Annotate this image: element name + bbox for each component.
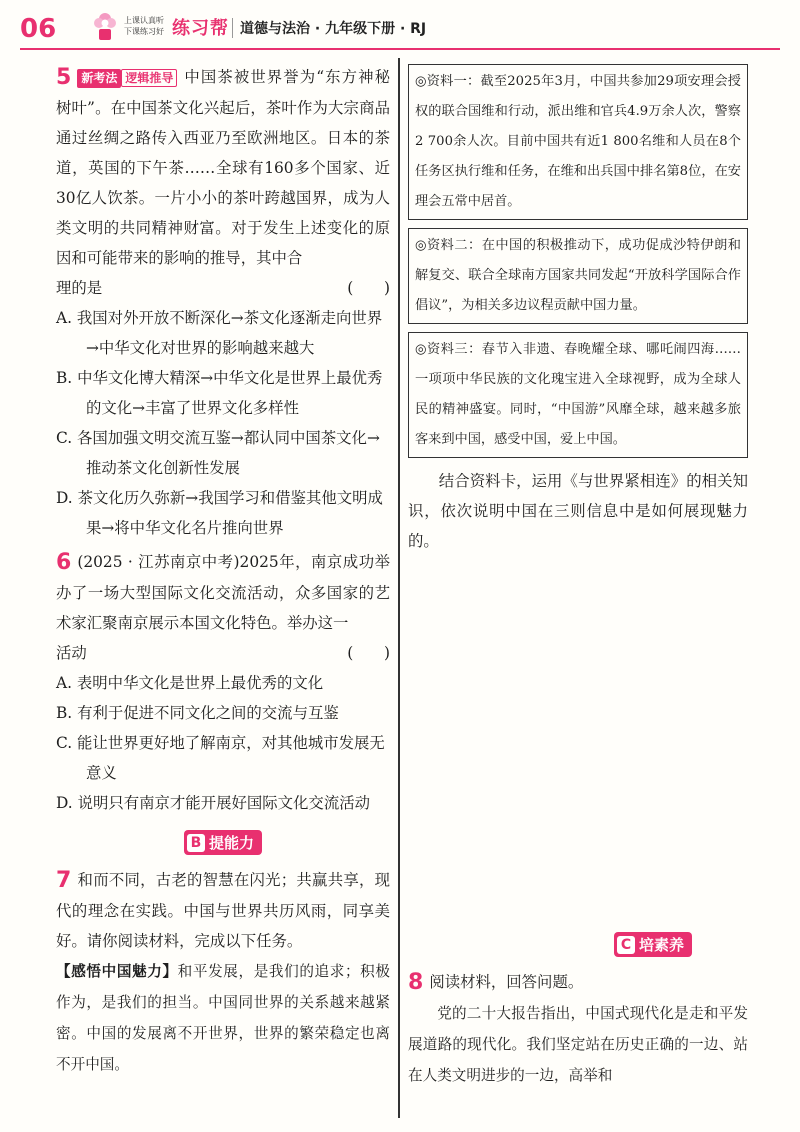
section-label: 培素养 (638, 936, 684, 954)
section-letter: C (617, 936, 635, 954)
material-card-3 (408, 332, 748, 458)
question-stem: 阅读材料，回答问题。 (429, 973, 584, 991)
option-d[interactable]: D. 说明只有南京才能开展好国际文化交流活动 (56, 794, 370, 812)
answer-blank[interactable]: ( ) (347, 279, 390, 297)
question-number: 6 (56, 550, 72, 575)
answer-blank[interactable]: ( ) (347, 644, 390, 662)
new-method-tag: 新考法 (77, 69, 121, 88)
left-column (56, 62, 390, 1080)
question-stem: 中国茶被世界誉为“东方神秘树叶”。在中国茶文化兴起后，茶叶作为大宗商品通过丝绸之路传入西亚乃至欧洲地区。日本的茶道，英国的下午茶……全球有160多个国家、近30亿人饮茶。一片小小的茶叶跨越国界，成为人类文明的共同精神财富。对于发生上述变化的原因和可能带来的影响的推导，其中合 (56, 68, 390, 267)
question-number: 7 (56, 868, 72, 893)
card-text: 截至2025年3月，中国共参加29项安理会授权的联合国维和行动，派出维和官兵4.9万余人次，警察2 700余人次。目前中国共有近1 800名维和人员在8个任务区执行维和任务，在维和出兵国中排名第8位，在安理会五常中居首。 (415, 74, 741, 209)
brand-name: 练习帮 (172, 18, 229, 39)
page-header (0, 0, 800, 52)
question-stem: (2025 · 江苏南京中考)2025年，南京成功举办了一场大型国际文化交流活动，众多国家的艺术家汇聚南京展示本国文化特色。举办这一 (56, 553, 390, 632)
material-title: 【感悟中国魅力】 (56, 963, 178, 980)
material-text: 党的二十大报告指出，中国式现代化是走和平发展道路的现代化。我们坚定站在历史正确的一边、站在人类文明进步的一边，高举和 (408, 1005, 748, 1084)
card-text: 在中国的积极推动下，成功促成沙特伊朗和解复交、联合全球南方国家共同发起“开放科学国际合作倡议”，为相关多边议程贡献中国力量。 (415, 238, 741, 313)
question-stem-end: 理的是 (56, 279, 103, 297)
option-d[interactable]: D. 茶文化历久弥新→我国学习和借鉴其他文明成果→将中华文化名片推向世界 (56, 489, 383, 537)
material-text: 和平发展，是我们的追求；积极作为，是我们的担当。中国同世界的关系越来越紧密。中国的发展离不开世界，世界的繁荣稳定也离不开中国。 (56, 963, 390, 1073)
material-card-2 (408, 228, 748, 324)
header-rule (20, 48, 780, 50)
card-label: ◎资料一： (415, 74, 481, 89)
question-stem-end: 活动 (56, 644, 87, 662)
task-prompt: 结合资料卡，运用《与世界紧相连》的相关知识，依次说明中国在三则信息中是如何展现魅力的。 (408, 472, 748, 550)
question-7 (56, 865, 390, 1080)
logo-slogan: 上课认真听 下课练习好 (124, 16, 164, 36)
option-a[interactable]: A. 我国对外开放不断深化→茶文化逐渐走向世界→中华文化对世界的影响越来越大 (56, 309, 383, 357)
question-number: 8 (408, 970, 424, 995)
column-divider (398, 58, 400, 1118)
option-c[interactable]: C. 能让世界更好地了解南京，对其他城市发展无意义 (56, 734, 385, 782)
section-letter: B (187, 834, 205, 852)
question-6 (56, 547, 390, 818)
section-label: 提能力 (208, 834, 254, 852)
card-text: 春节入非遗、春晚耀全球、哪吒闹四海……一项项中华民族的文化瑰宝进入全球视野，成为全球人民的精神盛宴。同时，“中国游”风靡全球，越来越多旅客来到中国，感受中国，爱上中国。 (415, 342, 741, 447)
material-card-1 (408, 64, 748, 220)
option-b[interactable]: B. 有利于促进不同文化之间的交流与互鉴 (56, 704, 339, 722)
section-c-heading (408, 932, 692, 957)
logic-tag: 逻辑推导 (121, 69, 177, 87)
right-column (408, 64, 748, 1091)
option-a[interactable]: A. 表明中华文化是世界上最优秀的文化 (56, 674, 324, 692)
question-5 (56, 62, 390, 543)
page-number: 06 (20, 14, 57, 44)
flower-logo-icon (90, 10, 120, 42)
option-b[interactable]: B. 中华文化博大精深→中华文化是世界上最优秀的文化→丰富了世界文化多样性 (56, 369, 383, 417)
option-c[interactable]: C. 各国加强文明交流互鉴→都认同中国茶文化→推动茶文化创新性发展 (56, 429, 380, 477)
answer-space[interactable] (408, 556, 748, 920)
question-number: 5 (56, 65, 72, 90)
question-stem: 和而不同，古老的智慧在闪光；共赢共享，现代的理念在实践。中国与世界共历风雨，同享美好。请你阅读材料，完成以下任务。 (56, 871, 390, 950)
header-separator (232, 18, 233, 38)
section-b-heading (56, 830, 390, 855)
card-label: ◎资料三： (415, 342, 482, 357)
card-label: ◎资料二： (415, 238, 482, 253)
subject-title: 道德与法治 · 九年级下册 · RJ (240, 21, 427, 37)
question-8 (408, 967, 748, 1091)
